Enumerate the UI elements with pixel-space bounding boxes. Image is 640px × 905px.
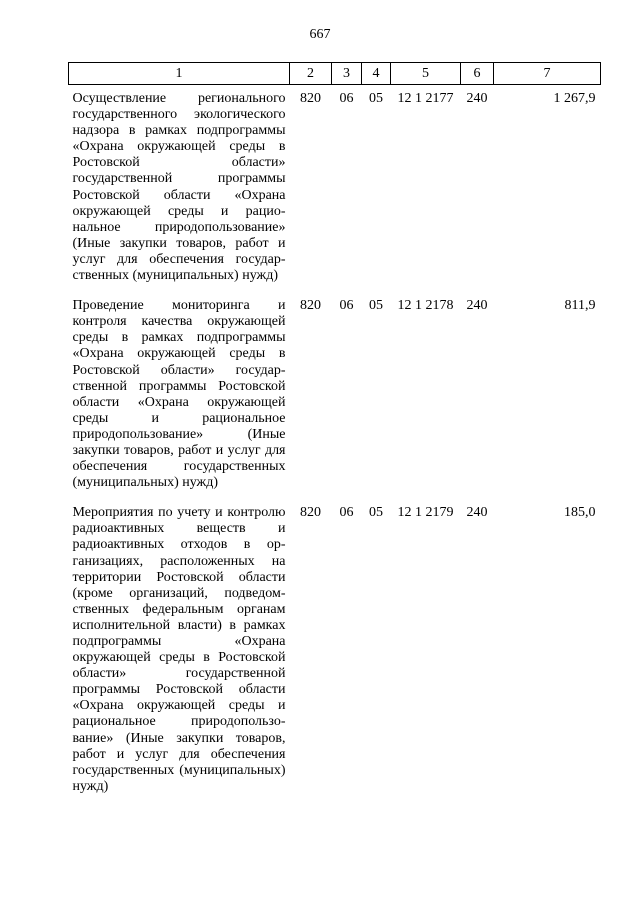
row-subsection-code: 05 (369, 505, 383, 521)
row-ministry-code: 820 (300, 298, 321, 314)
column-header-7: 7 (494, 63, 601, 85)
row-subsection-code: 05 (369, 298, 383, 314)
page-number: 667 (309, 27, 331, 42)
row-amount: 811,9 (564, 298, 596, 314)
column-header-2: 2 (290, 63, 332, 85)
row-ministry-code: 820 (300, 505, 321, 521)
table-row (69, 499, 601, 803)
row-target-code: 12 1 2178 (397, 298, 454, 314)
column-header-5: 5 (391, 63, 461, 85)
row-expense-type: 240 (466, 505, 488, 521)
column-header-3: 3 (332, 63, 362, 85)
row-target-code: 12 1 2177 (397, 91, 454, 106)
column-header-6: 6 (461, 63, 494, 85)
table-row (69, 292, 601, 499)
row-ministry-code: 820 (300, 91, 321, 106)
column-header-1: 1 (69, 63, 290, 85)
row-amount: 185,0 (564, 505, 596, 521)
row-subsection-code: 05 (369, 91, 383, 106)
row-expense-type: 240 (466, 91, 488, 106)
row-description: Мероприятия по учету и контролю радиоактивных веществ и радиоактивных отходов в организациях, расположенных на территории Ростовской области (кроме организаций, подведомственных федеральным органам исполнительной власти) в рамках подпрограммы «Охрана окружающей среды в Ростовской области» государственной программы Ростовской области «Охрана окружающей среды и рациональное природопользование» (Иные закупки товаров, работ и услуг для обеспечения государственных (муниципальных) нужд) (72, 505, 286, 794)
budget-table (68, 62, 601, 803)
row-section-code: 06 (339, 298, 354, 314)
row-section-code: 06 (339, 505, 354, 521)
row-expense-type: 240 (466, 298, 488, 314)
row-description: Осуществление регионального государственного экологического надзора в рамках подпрограммы «Охрана окружающей среды в Ростовской области» государственной программы Ростовской области «Охрана окружающей среды и рациональное природопользование» (Иные закупки товаров, работ и услуг для обеспечения государственных (муниципальных) нужд) (72, 91, 286, 284)
header-row (69, 63, 601, 85)
row-target-code: 12 1 2179 (397, 505, 454, 521)
table-header (69, 63, 601, 85)
row-section-code: 06 (339, 91, 354, 106)
row-amount: 1 267,9 (553, 91, 596, 106)
row-description: Проведение мониторинга и контроля качества окружающей среды в рамках подпрограммы «Охрана окружающей среды в Ростовской области» государственной программы Ростовской области «Охрана окружающей среды и рациональное природопользование» (Иные закупки товаров, работ и услуг для обеспечения государственных (муниципальных) нужд) (72, 298, 286, 491)
table-body (69, 85, 601, 803)
column-header-4: 4 (362, 63, 391, 85)
table-row (69, 85, 601, 293)
